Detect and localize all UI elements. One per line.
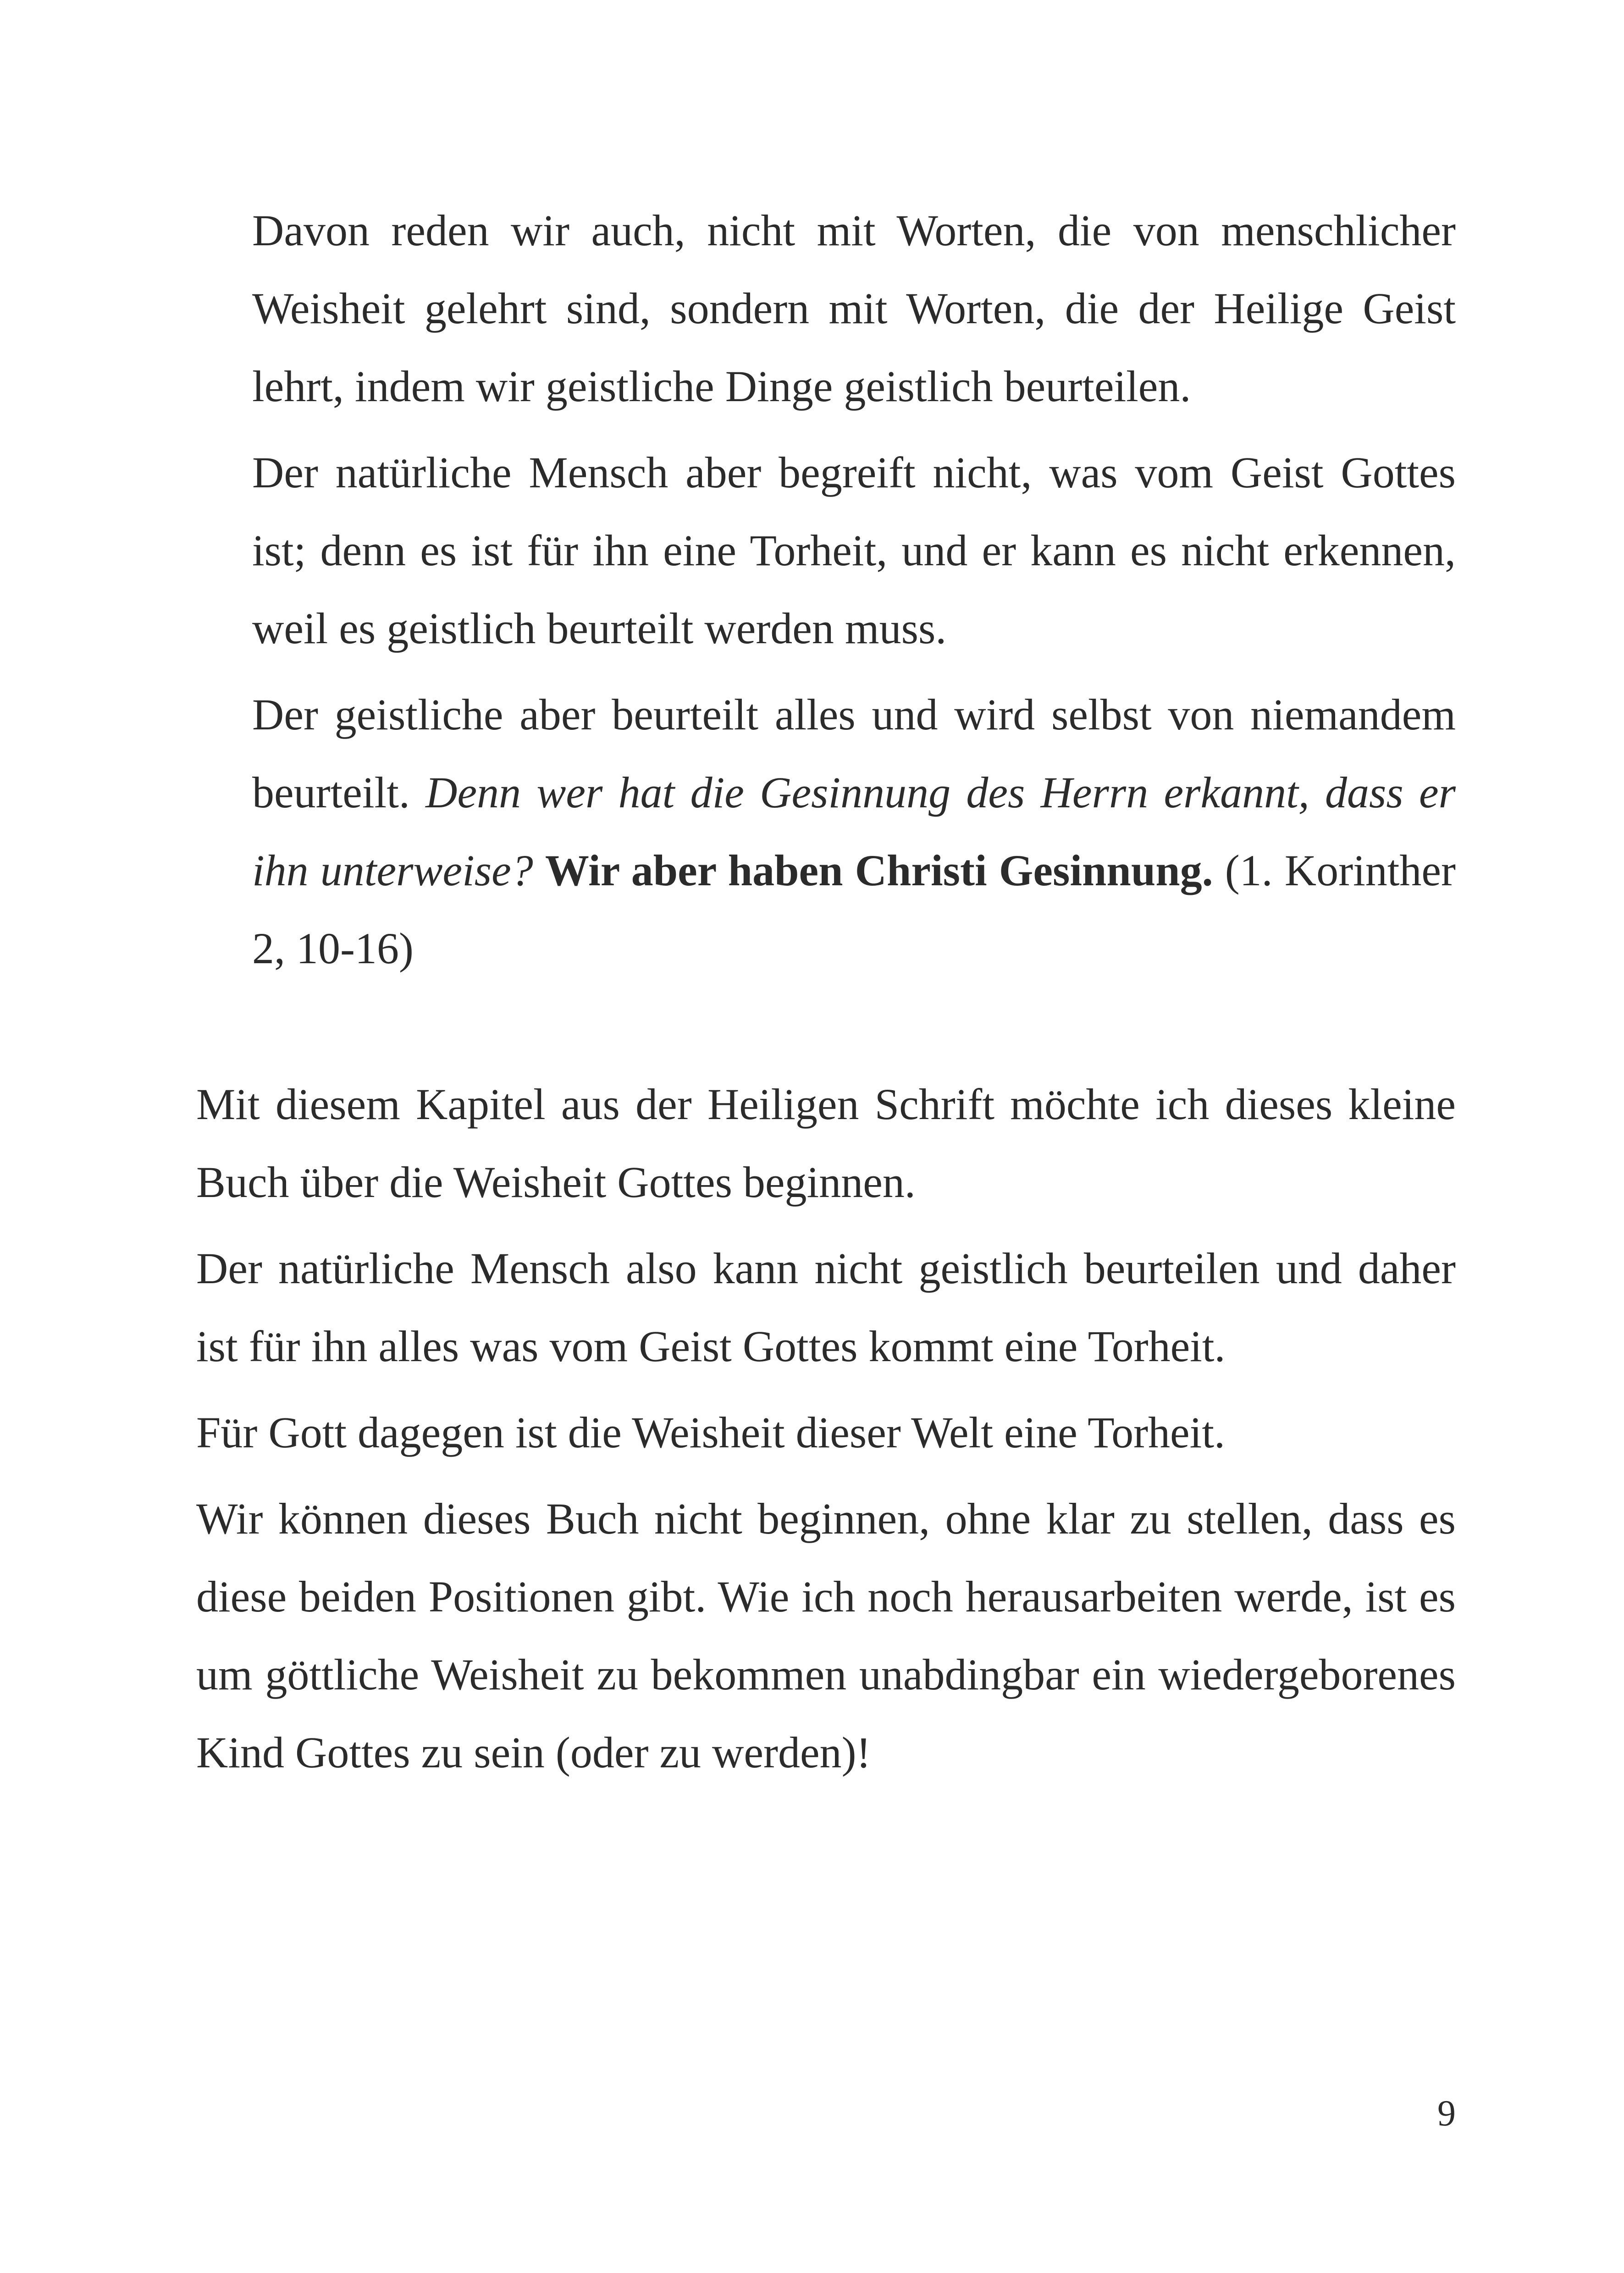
body-paragraph: Wir können dieses Buch nicht beginnen, ohne klar zu stellen, dass es diese beiden Positionen gibt. Wie ich noch herausarbeiten werde, ist es um göttliche Weisheit zu bekommen unabdingbar ein wiedergeborenes Kind Gottes zu sein (oder zu werden)! <box>196 1494 1456 1777</box>
quote-text: Der geistliche aber beurteilt alles und wird selbst von niemandem beurteilt. <box>252 690 1456 817</box>
body-paragraph: Für Gott dagegen ist die Weisheit dieser Welt eine Torheit. <box>196 1408 1225 1457</box>
body-text-block <box>196 1065 1456 1792</box>
scripture-reference: (1. Korinther 2, 10-16) <box>252 846 1456 973</box>
quote-italic-text: Denn wer hat die Gesinnung des Herrn erkannt, dass er ihn unterweise? <box>252 768 1456 895</box>
quote-paragraph <box>252 676 1456 988</box>
quote-bold-text: Wir aber haben Christi Gesinnung. <box>545 846 1213 895</box>
body-paragraph: Mit diesem Kapitel aus der Heiligen Schrift möchte ich dieses kleine Buch über die Weisheit Gottes beginnen. <box>196 1080 1456 1207</box>
page-number: 9 <box>1437 2093 1456 2134</box>
quote-paragraph: Der natürliche Mensch aber begreift nicht, was vom Geist Gottes ist; denn es ist für ihn eine Torheit, und er kann es nicht erkennen, weil es geistlich beurteilt werden muss. <box>252 448 1456 653</box>
quote-paragraph: Davon reden wir auch, nicht mit Worten, die von menschlicher Weisheit gelehrt sind, sondern mit Worten, die der Heilige Geist lehrt, indem wir geistliche Dinge geistlich beurteilen. <box>252 206 1456 411</box>
bible-quote-block <box>252 192 1456 988</box>
body-paragraph: Der natürliche Mensch also kann nicht geistlich beurteilen und daher ist für ihn alles was vom Geist Gottes kommt eine Torheit. <box>196 1244 1456 1371</box>
